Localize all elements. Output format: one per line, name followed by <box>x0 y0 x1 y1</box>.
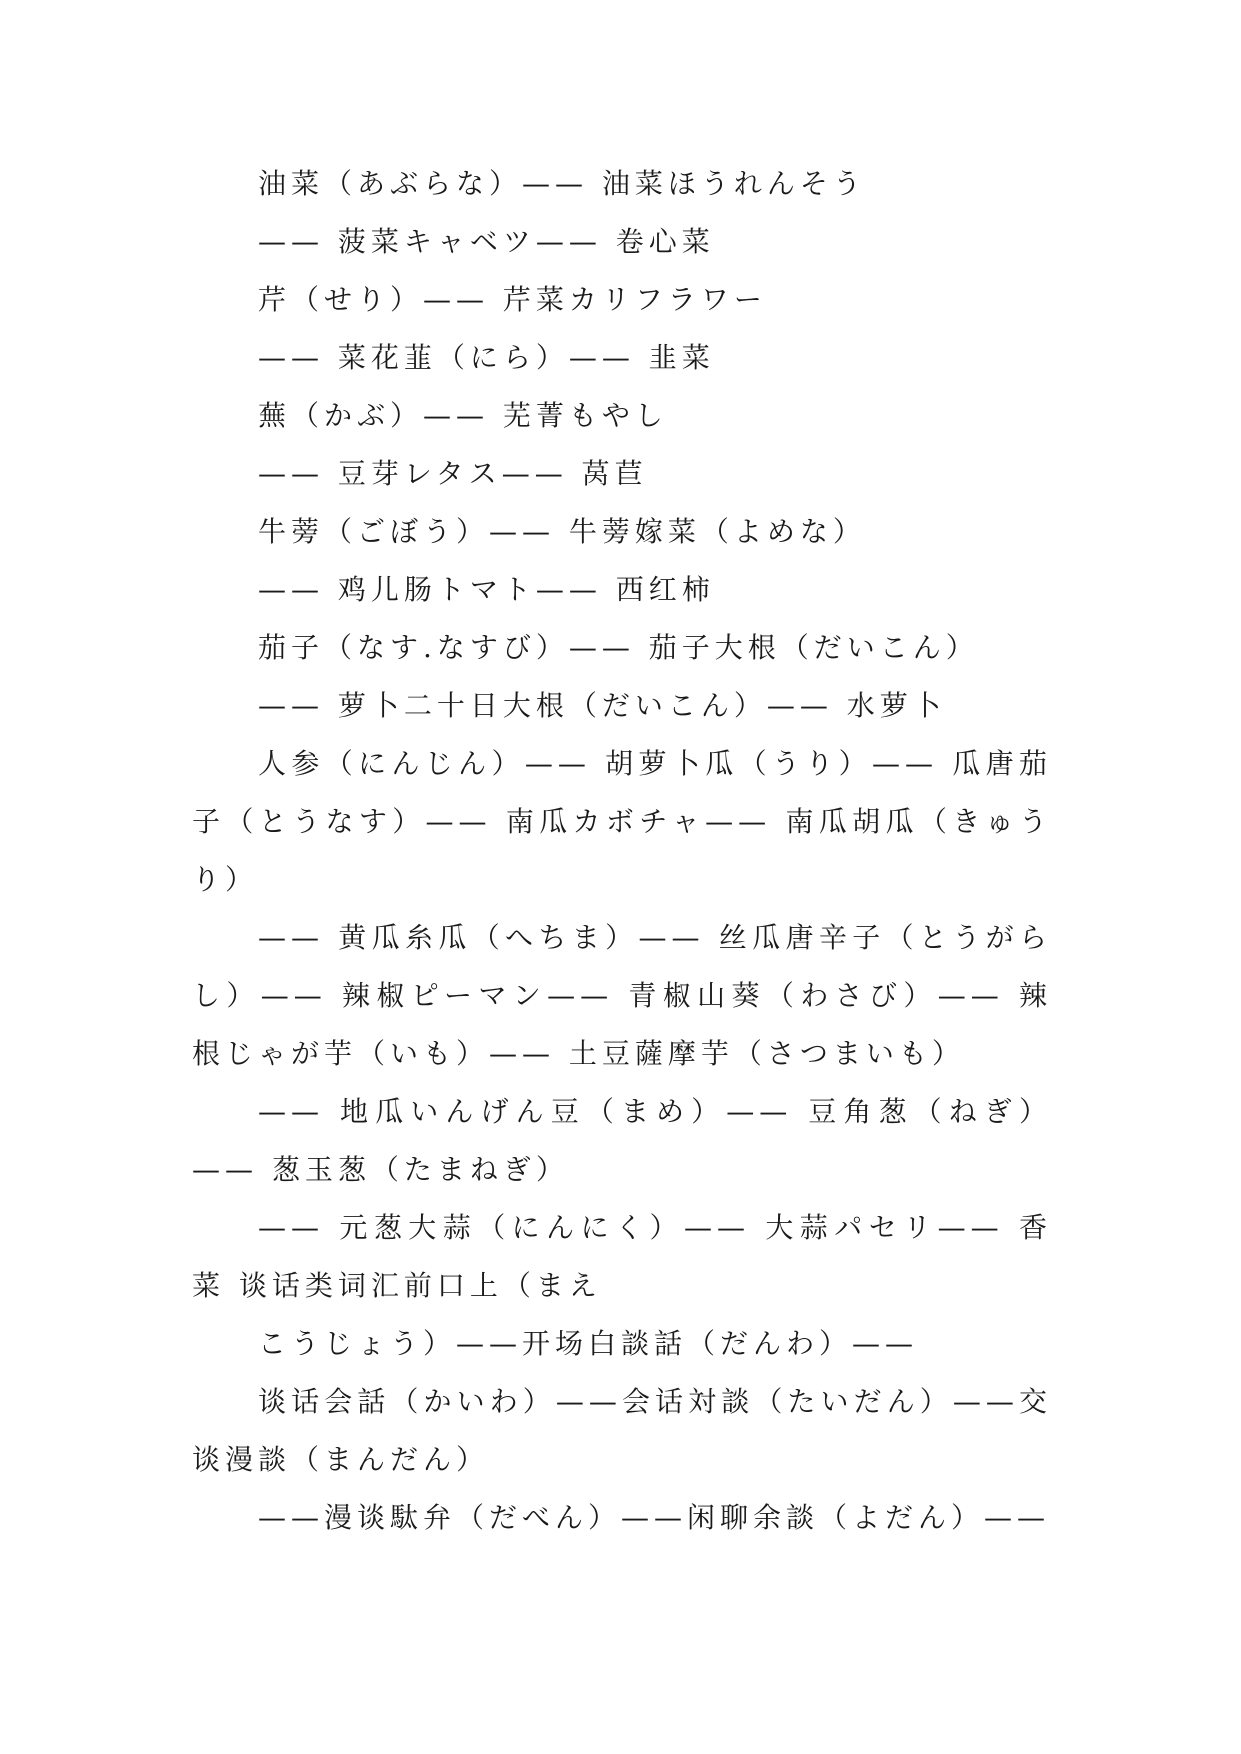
paragraph-17: ——漫谈駄弁（だべん）——闲聊余談（よだん）—— <box>258 1501 1051 1534</box>
paragraph-1: 油菜（あぶらな）—— 油菜ほうれんそう <box>258 167 866 200</box>
paragraph-7: 牛蒡（ごぼう）—— 牛蒡嫁菜（よめな） <box>258 515 866 548</box>
paragraph-10: —— 萝卜二十日大根（だいこん）—— 水萝卜 <box>258 689 946 722</box>
paragraph-16: 谈话会話（かいわ）——会话対談（たいだん）——交谈漫談（まんだん） <box>192 1385 1052 1476</box>
paragraph-6: —— 豆芽レタス—— 莴苣 <box>258 457 648 490</box>
paragraph-14: —— 元葱大蒜（にんにく）—— 大蒜パセリ—— 香菜 谈话类词汇前口上（まえ <box>192 1211 1052 1302</box>
paragraph-3: 芹（せり）—— 芹菜カリフラワー <box>258 283 767 316</box>
paragraph-12: —— 黄瓜糸瓜（へちま）—— 丝瓜唐辛子（とうがらし）—— 辣椒ピーマン—— 青椒山葵（わさび）—— 辣根じゃが芋（いも）—— 土豆薩摩芋（さつまいも） <box>192 921 1052 1070</box>
paragraph-9: 茄子（なす.なすび）—— 茄子大根（だいこん） <box>258 631 979 664</box>
paragraph-4: —— 菜花韮（にら）—— 韭菜 <box>258 341 715 374</box>
paragraph-2: —— 菠菜キャベツ—— 卷心菜 <box>258 225 715 258</box>
document-body <box>192 155 1052 1547</box>
paragraph-15: こうじょう）——开场白談話（だんわ）—— <box>258 1327 919 1360</box>
paragraph-5: 蕪（かぶ）—— 芜菁もやし <box>258 399 668 432</box>
paragraph-11: 人参（にんじん）—— 胡萝卜瓜（うり）—— 瓜唐茄子（とうなす）—— 南瓜カボチャ—— 南瓜胡瓜（きゅうり） <box>192 747 1052 896</box>
paragraph-13: —— 地瓜いんげん豆（まめ）—— 豆角葱（ねぎ）—— 葱玉葱（たまねぎ） <box>192 1095 1052 1186</box>
paragraph-8: —— 鸡儿肠トマト—— 西红柿 <box>258 573 715 606</box>
